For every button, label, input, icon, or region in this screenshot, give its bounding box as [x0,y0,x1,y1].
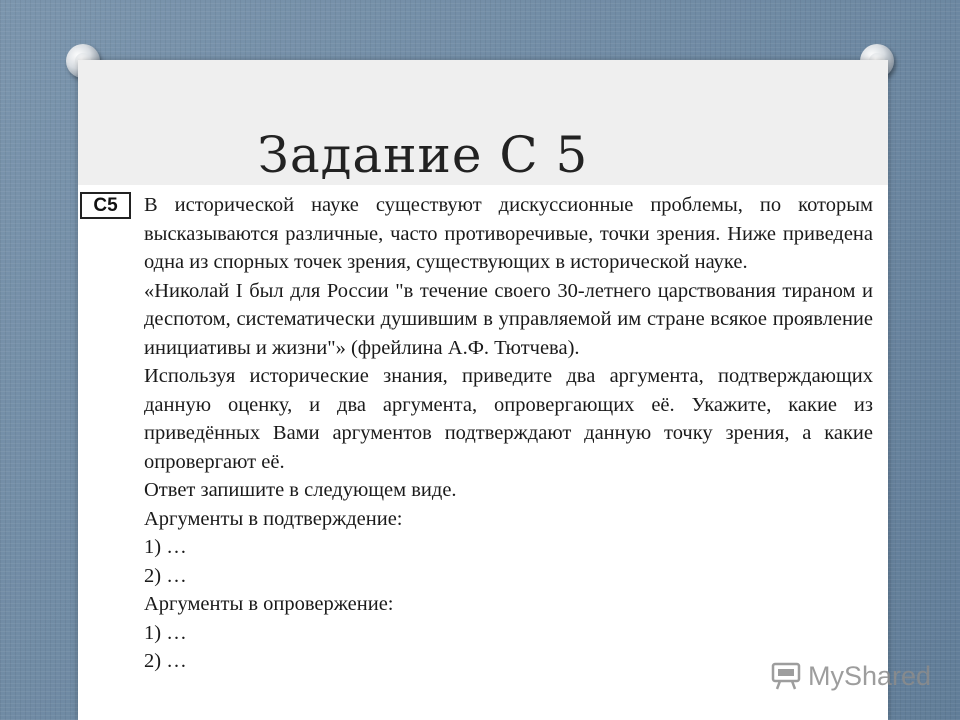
presentation-icon [770,660,802,692]
confirm-heading: Аргументы в подтверждение: [144,507,403,530]
task-panel [78,185,888,720]
watermark-text: MyShared [808,660,932,691]
watermark [770,654,931,698]
task-instruction: Используя исторические знания, приведите два аргумента, подтверждающих данную оценку, и два аргумента, опровергающих её. Укажите, какие из приведённых Вами аргументов подтверждают данную точку зрения, а какие опровергают её. [144,365,873,473]
slide-title: Задание С 5 [257,126,589,184]
task-badge: С5 [80,192,131,219]
refute-item: 2) … [144,650,187,672]
confirm-item: 1) … [144,536,187,558]
refute-item: 1) … [144,621,187,644]
confirm-item: 2) … [144,564,187,587]
task-intro: В исторической науке существуют дискуссионные проблемы, по которым высказываются различные, часто противоречивые, точки зрения. Ниже приведена одна из спорных точек зрения, существующих в исторической науке. [144,194,873,273]
answer-form-note: Ответ запишите в следующем виде. [144,479,457,501]
task-quote: «Николай I был для России "в течение своего 30-летнего царствования тираном и деспотом, систематически душившим в управляемой им стране всякое проявление инициативы и жизни"» (фрейлина А.Ф. Тютчева). [144,279,873,359]
refute-heading: Аргументы в опровержение: [144,593,394,615]
slide-card [78,60,888,720]
task-text [144,191,873,676]
